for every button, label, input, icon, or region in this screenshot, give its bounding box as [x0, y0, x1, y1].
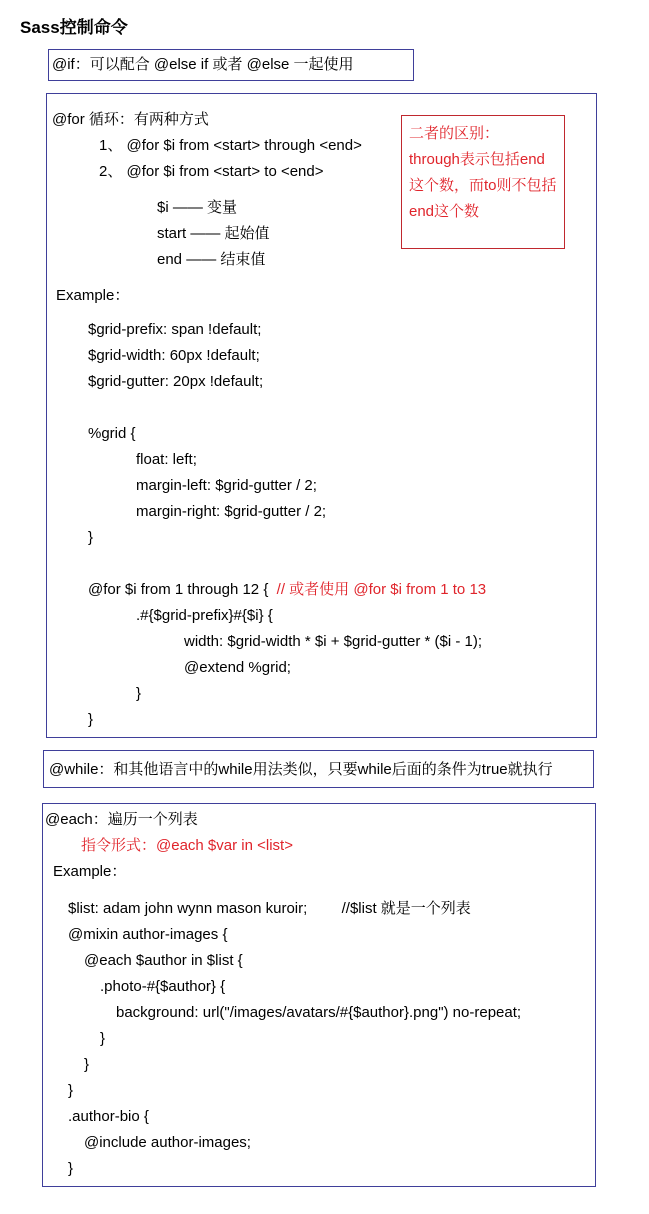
each-code-line: }: [100, 1030, 106, 1047]
for-loop-text: @for $i from 1 through 12 {: [88, 581, 269, 598]
note-line: end这个数: [409, 203, 480, 220]
each-form: 指令形式：@each $var in <list>: [81, 837, 293, 854]
for-code-line: }: [136, 685, 142, 702]
for-code-line: }: [88, 529, 94, 546]
for-way-2: 2、 @for $i from <start> to <end>: [99, 163, 324, 180]
for-code-line: }: [88, 711, 94, 728]
each-example-label: Example：: [53, 863, 127, 880]
for-example-label: Example：: [56, 287, 130, 304]
difference-note: [401, 115, 565, 249]
for-code-line: %grid {: [88, 425, 136, 442]
for-code-line: margin-right: $grid-gutter / 2;: [136, 503, 327, 520]
for-code-line: $grid-prefix: span !default;: [88, 321, 262, 338]
for-var-end: end —— 结束值: [157, 251, 266, 268]
each-list-text: $list: adam john wynn mason kuroir;: [68, 900, 308, 917]
for-code-line: margin-left: $grid-gutter / 2;: [136, 477, 317, 494]
for-code-line: $grid-gutter: 20px !default;: [88, 373, 264, 390]
page-title: Sass控制命令: [20, 18, 128, 37]
for-way-1: 1、 @for $i from <start> through <end>: [99, 137, 362, 154]
each-list-comment: //$list 就是一个列表: [341, 900, 471, 917]
if-box: [48, 49, 414, 81]
for-var-i: $i —— 变量: [157, 199, 238, 216]
each-code-line: }: [68, 1082, 74, 1099]
for-var-start: start —— 起始值: [157, 225, 270, 242]
while-text: @while：和其他语言中的while用法类似，只要while后面的条件为true就执行: [49, 761, 553, 778]
each-code-line: @include author-images;: [84, 1134, 251, 1151]
each-code-line: .photo-#{$author} {: [100, 978, 226, 995]
each-box: [42, 803, 596, 1187]
for-code-line: .#{$grid-prefix}#{$i} {: [136, 607, 273, 624]
each-code-line: .author-bio {: [68, 1108, 149, 1125]
each-heading: @each：遍历一个列表: [45, 811, 198, 828]
for-code-line: width: $grid-width * $i + $grid-gutter * ($i - 1);: [184, 633, 483, 650]
for-code-line: float: left;: [136, 451, 197, 468]
for-loop-comment: // 或者使用 @for $i from 1 to 13: [276, 581, 487, 598]
note-line: 这个数，而to则不包括: [409, 177, 557, 194]
each-code-line: @each $author in $list {: [84, 952, 243, 969]
while-box: [43, 750, 594, 788]
each-code-line: }: [84, 1056, 90, 1073]
for-code-line-loop: [88, 580, 486, 600]
for-code-line: $grid-width: 60px !default;: [88, 347, 260, 364]
if-text: @if：可以配合 @else if 或者 @else 一起使用: [52, 56, 354, 73]
note-line: 二者的区别：: [409, 125, 500, 142]
for-code-line: @extend %grid;: [184, 659, 291, 676]
each-code-line-list: [68, 899, 471, 919]
each-code-line: }: [68, 1160, 74, 1177]
for-heading: @for 循环：有两种方式: [52, 111, 209, 128]
note-line: through表示包括end: [409, 151, 545, 168]
each-code-line: @mixin author-images {: [68, 926, 228, 943]
each-code-line: background: url("/images/avatars/#{$author}.png") no-repeat;: [116, 1004, 522, 1021]
